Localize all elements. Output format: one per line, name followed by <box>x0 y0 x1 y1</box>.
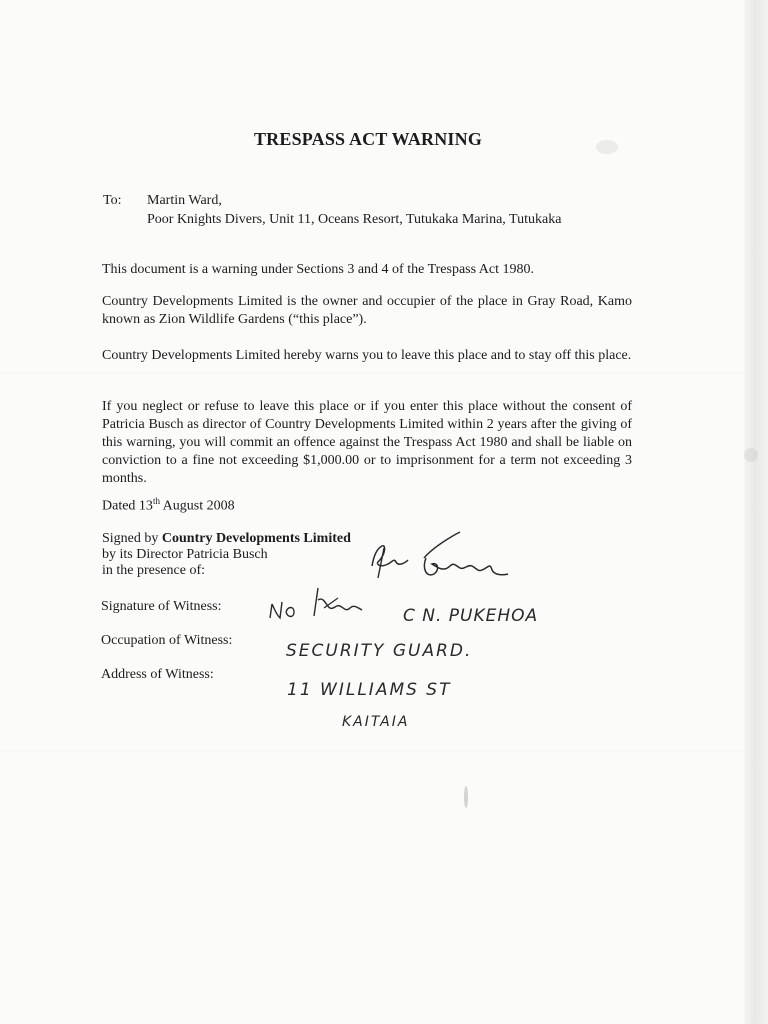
handwritten-address-line-1: 11 WILLIAMS ST <box>287 680 452 700</box>
paragraph-offence-penalty: If you neglect or refuse to leave this place or if you enter this place without the consent of Patricia Busch as director of Country Developments Limited within 2 years after the giving of this warning, you will commit an offence against the Trespass Act 1980 and shall be liable on conviction to a fine not exceeding $1,000.00 or to imprisonment for a term not exceeding 3 months. <box>102 399 632 486</box>
signed-block <box>102 531 351 579</box>
paper-edge <box>744 0 768 1024</box>
date-line <box>102 496 235 515</box>
signed-line-1 <box>102 531 351 547</box>
paragraph-warning-sections: This document is a warning under Sections 3 and 4 of the Trespass Act 1980. <box>102 262 535 277</box>
recipient-name: Martin Ward, <box>147 193 222 208</box>
document-title: TRESPASS ACT WARNING <box>253 129 483 149</box>
recipient-address: Poor Knights Divers, Unit 11, Oceans Resort, Tutukaka Marina, Tutukaka <box>147 212 562 227</box>
date-ordinal: th <box>152 496 160 506</box>
witness-occupation-label: Occupation of Witness: <box>101 633 233 648</box>
paragraph-owner-occupier: Country Developments Limited is the owner and occupier of the place in Gray Road, Kamo known as Zion Wildlife Gardens (“this place”). <box>102 294 632 327</box>
witness-signature-label: Signature of Witness: <box>101 599 222 614</box>
paper-mark <box>464 786 468 808</box>
paper-smudge <box>744 448 758 462</box>
witness-address-label: Address of Witness: <box>101 667 214 682</box>
handwritten-address-line-2: KAITAIA <box>342 714 410 730</box>
paper-fold-line <box>0 750 744 752</box>
witness-signature <box>264 578 384 628</box>
paragraph-warns-leave: Country Developments Limited hereby warns you to leave this place and to stay off this place. <box>102 348 632 363</box>
signed-prefix: Signed by <box>102 531 162 546</box>
director-signature <box>364 528 524 588</box>
paper-fold-line <box>0 372 744 374</box>
to-label: To: <box>103 193 122 208</box>
signed-line-2: by its Director Patricia Busch <box>102 547 268 562</box>
handwritten-witness-name: C N. PUKEHOA <box>403 606 539 626</box>
date-suffix: August 2008 <box>159 498 235 514</box>
handwritten-occupation: SECURITY GUARD. <box>286 641 473 661</box>
signed-line-3: in the presence of: <box>102 563 206 578</box>
company-name: Country Developments Limited <box>161 531 351 546</box>
date-prefix: Dated 13 <box>102 498 153 514</box>
